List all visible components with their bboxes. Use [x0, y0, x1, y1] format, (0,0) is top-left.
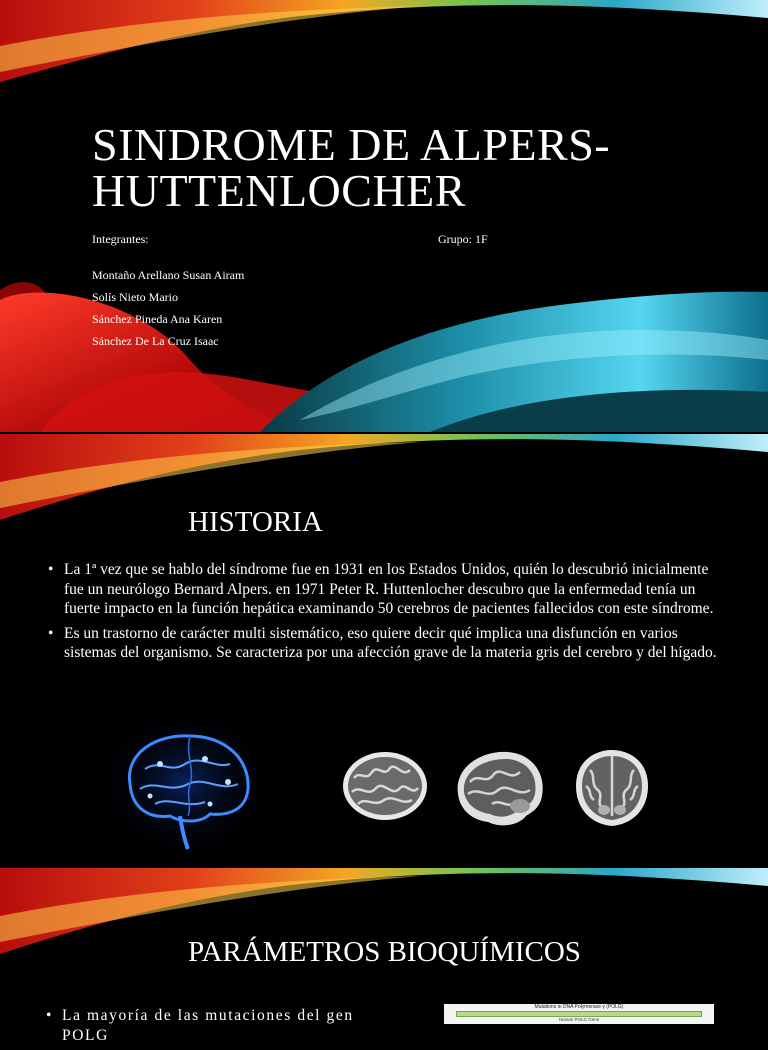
title-line-1: SINDROME DE ALPERS-: [92, 119, 611, 170]
bullet-item: [48, 624, 720, 663]
bullet-list: [48, 560, 720, 668]
decorative-waves: [0, 434, 768, 534]
group-label: Grupo: 1F: [438, 232, 488, 246]
bullet-list: [46, 1006, 386, 1050]
bullet-dot: •: [48, 561, 54, 578]
members-label: Integrantes:: [92, 232, 149, 246]
bullet-item: [46, 1006, 386, 1045]
bullet-item: [48, 560, 720, 619]
bullet-text: La mayoría de las mutaciones del gen POLG: [62, 1007, 354, 1044]
mri-axial-scan: [340, 748, 430, 824]
member-name: Solís Nieto Mario: [92, 290, 178, 304]
bullet-text: Es un trastorno de carácter multi sistemático, eso quiere decir qué implica una disfunción en varios sistemas del organismo. Se caracteriza por una afección grave de la materia gris del cerebro y del hígado.: [64, 624, 717, 661]
mri-sagittal-scan: [448, 746, 548, 830]
title: [92, 119, 611, 216]
decorative-waves: [0, 0, 768, 432]
slide-title: [0, 0, 768, 432]
member-name: Montaño Arellano Susan Airam: [92, 268, 245, 282]
section-heading: PARÁMETROS BIOQUÍMICOS: [188, 936, 581, 968]
member-name: Sánchez Pineda Ana Karen: [92, 312, 223, 326]
mri-coronal-scan: [570, 746, 654, 830]
bullet-dot: •: [48, 624, 54, 642]
section-heading: HISTORIA: [188, 506, 323, 538]
polg-mutation-figure: [444, 1004, 714, 1024]
bullet-dot: •: [46, 1007, 54, 1024]
figure-caption: Human POLG Gene: [558, 1017, 600, 1022]
title-line-2: HUTTENLOCHER: [92, 165, 466, 216]
slide-historia: [0, 434, 768, 866]
bullet-text: La 1ª vez que se hablo del síndrome fue en 1931 en los Estados Unidos, quién lo descubrió inicialmente fue un neurólogo Bernard Alpers. en 1971 Peter R. Huttenlocher descubro que la enfermedad tenía un fuerte impacto en la función hepática examinando 50 cerebros de pacientes fallecidos con este síndrome.: [64, 561, 714, 617]
figure-title: Mutations in DNA Polymerase γ (POLG): [534, 1004, 624, 1010]
member-name: Sánchez De La Cruz Isaac: [92, 334, 219, 348]
slide-parametros: [0, 868, 768, 1044]
brain-illustration: [110, 724, 260, 854]
